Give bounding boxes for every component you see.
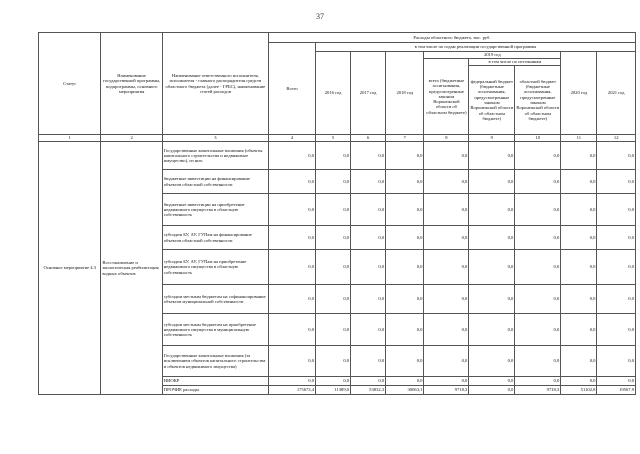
- value-cell: 0,0: [515, 346, 561, 377]
- col-num: 11: [561, 135, 597, 142]
- value-cell: 0,0: [386, 377, 424, 386]
- row-label: субсидии местным бюджетам на софинансирование объектов муниципальной собственности: [162, 285, 268, 314]
- col-num: 4: [268, 135, 315, 142]
- value-cell: 0,0: [351, 377, 386, 386]
- value-cell: 0,0: [268, 170, 315, 194]
- row-label: бюджетные инвестиции на приобретение недвижимого имущества в областную собственность: [162, 194, 268, 226]
- value-cell: 0,0: [469, 346, 515, 377]
- value-cell: 0,0: [597, 314, 636, 346]
- value-cell: 0,0: [561, 377, 597, 386]
- header-2016: 2016 год: [316, 52, 351, 135]
- value-cell: 0,0: [561, 285, 597, 314]
- value-cell: 0,0: [515, 377, 561, 386]
- value-cell: 0,0: [424, 170, 469, 194]
- value-cell: 0,0: [469, 226, 515, 250]
- value-cell: 0,0: [424, 314, 469, 346]
- value-cell: 0,0: [316, 314, 351, 346]
- value-cell: 0,0: [469, 194, 515, 226]
- header-federal: федеральный бюджет (бюджетные ассигнования, предусмотренные законом Воронежской области об областном бюджете): [469, 66, 515, 134]
- program-name-cell: Восстановление и экологическая реабилитация водных объектов: [101, 142, 162, 395]
- value-cell: 0,0: [561, 142, 597, 170]
- value-cell: 0,0: [424, 377, 469, 386]
- value-cell: 0,0: [561, 226, 597, 250]
- value-cell: 0,0: [316, 170, 351, 194]
- header-incl-sources: в том числе по источникам: [469, 59, 560, 66]
- header-2019-all: всего (бюджетные ассигнования, предусмотренные законом Воронежской области об областном бюджете): [424, 59, 469, 135]
- header-sources-cell: [469, 59, 561, 135]
- value-cell: 0,0: [351, 226, 386, 250]
- page-number: 37: [316, 12, 324, 21]
- value-cell: 0,0: [469, 142, 515, 170]
- value-cell: 9718,3: [424, 386, 469, 395]
- value-cell: 0,0: [351, 194, 386, 226]
- table-row: [39, 142, 636, 170]
- value-cell: 0,0: [597, 194, 636, 226]
- value-cell: 53832,3: [351, 386, 386, 395]
- value-cell: 0,0: [268, 314, 315, 346]
- value-cell: 0,0: [424, 194, 469, 226]
- header-status: Статус: [39, 33, 101, 135]
- value-cell: 0,0: [597, 226, 636, 250]
- header-budget-title: Расходы областного бюджета, тыс. руб.: [268, 33, 635, 43]
- row-label: Государственные капитальные вложения (объекты капитального строительства и недвижимое имущество), из них:: [162, 142, 268, 170]
- value-cell: 0,0: [268, 142, 315, 170]
- value-cell: 0,0: [268, 194, 315, 226]
- value-cell: 0,0: [351, 346, 386, 377]
- value-cell: 0,0: [386, 194, 424, 226]
- value-cell: 0,0: [316, 194, 351, 226]
- value-cell: 0,0: [386, 170, 424, 194]
- value-cell: 0,0: [561, 314, 597, 346]
- value-cell: 9718,3: [515, 386, 561, 395]
- col-num: 10: [515, 135, 561, 142]
- value-cell: 0,0: [469, 250, 515, 285]
- value-cell: 0,0: [597, 142, 636, 170]
- value-cell: 51102,8: [561, 386, 597, 395]
- row-label: ПРОЧИЕ расходы: [162, 386, 268, 395]
- table-body: [39, 142, 636, 395]
- value-cell: 0,0: [424, 250, 469, 285]
- value-cell: 0,0: [597, 250, 636, 285]
- value-cell: 0,0: [561, 346, 597, 377]
- value-cell: 0,0: [515, 194, 561, 226]
- status-cell: Основное мероприятие 4.3: [39, 142, 101, 395]
- row-label: субсидии БУ, АУ, ГУПам на финансирование объектов областной собственности: [162, 226, 268, 250]
- value-cell: 0,0: [561, 194, 597, 226]
- value-cell: 0,0: [316, 142, 351, 170]
- value-cell: 0,0: [268, 377, 315, 386]
- value-cell: 0,0: [515, 142, 561, 170]
- value-cell: 0,0: [469, 314, 515, 346]
- value-cell: 0,0: [316, 226, 351, 250]
- value-cell: 0,0: [597, 377, 636, 386]
- col-num: 1: [39, 135, 101, 142]
- value-cell: 0,0: [469, 377, 515, 386]
- header-by-years: в том числе по годам реализации государственной программы: [316, 43, 636, 52]
- value-cell: 0,0: [386, 285, 424, 314]
- value-cell: 0,0: [386, 314, 424, 346]
- header-regional: областной бюджет (бюджетные ассигнования, предусмотренные законом Воронежской области об областном бюджете): [516, 78, 560, 121]
- value-cell: 0,0: [515, 170, 561, 194]
- value-cell: 0,0: [469, 285, 515, 314]
- value-cell: 0,0: [469, 170, 515, 194]
- value-cell: 0,0: [561, 170, 597, 194]
- value-cell: 30063,1: [386, 386, 424, 395]
- value-cell: 0,0: [386, 250, 424, 285]
- row-label: бюджетные инвестиции на финансирование объектов областной собственности: [162, 170, 268, 194]
- value-cell: 0,0: [386, 346, 424, 377]
- header-executor: Наименование ответственного исполнителя, исполнителя - главного распорядителя средств областного бюджета (далее - ГРБС), наименование статей расходов: [162, 33, 268, 135]
- value-cell: 0,0: [424, 226, 469, 250]
- value-cell: 0,0: [515, 314, 561, 346]
- budget-table: [38, 32, 636, 395]
- value-cell: 0,0: [316, 250, 351, 285]
- value-cell: 0,0: [515, 285, 561, 314]
- value-cell: 175673,4: [268, 386, 315, 395]
- header-2021: 2021 год: [597, 52, 636, 135]
- value-cell: 0,0: [316, 285, 351, 314]
- value-cell: 0,0: [597, 346, 636, 377]
- value-cell: 0,0: [351, 170, 386, 194]
- row-label: НИОКР: [162, 377, 268, 386]
- value-cell: 0,0: [316, 346, 351, 377]
- header-2019: 2019 год: [424, 52, 561, 59]
- value-cell: 0,0: [268, 250, 315, 285]
- value-cell: 0,0: [515, 250, 561, 285]
- header-program-name: Наименование государственной программы, подпрограммы, основного мероприятия: [101, 33, 162, 135]
- col-num: 2: [101, 135, 162, 142]
- col-num: 12: [597, 135, 636, 142]
- value-cell: 0,0: [424, 285, 469, 314]
- value-cell: 0,0: [597, 170, 636, 194]
- col-num: 9: [469, 135, 515, 142]
- value-cell: 19567,9: [597, 386, 636, 395]
- value-cell: 0,0: [386, 142, 424, 170]
- value-cell: 0,0: [268, 226, 315, 250]
- value-cell: 0,0: [561, 250, 597, 285]
- value-cell: 0,0: [469, 386, 515, 395]
- row-label: Государственные капитальные вложения (за исключением объектов капитального строительства и объектов недвижимого имущества): [162, 346, 268, 377]
- row-label: субсидии БУ, АУ, ГУПам на приобретение недвижимого имущества в областную собственность: [162, 250, 268, 285]
- header-total: Всего: [268, 43, 315, 135]
- value-cell: 0,0: [386, 226, 424, 250]
- value-cell: 0,0: [268, 346, 315, 377]
- value-cell: 0,0: [351, 142, 386, 170]
- col-num: 6: [351, 135, 386, 142]
- header-2020: 2020 год: [561, 52, 597, 135]
- col-num: 3: [162, 135, 268, 142]
- header-2017: 2017 год: [351, 52, 386, 135]
- value-cell: 0,0: [424, 142, 469, 170]
- value-cell: 0,0: [424, 346, 469, 377]
- col-num: 8: [424, 135, 469, 142]
- col-num: 7: [386, 135, 424, 142]
- header-2018: 2018 год: [386, 52, 424, 135]
- value-cell: 0,0: [316, 377, 351, 386]
- value-cell: 0,0: [351, 250, 386, 285]
- col-num: 5: [316, 135, 351, 142]
- value-cell: 0,0: [351, 314, 386, 346]
- value-cell: 0,0: [351, 285, 386, 314]
- value-cell: 11389,0: [316, 386, 351, 395]
- value-cell: 0,0: [515, 226, 561, 250]
- row-label: субсидии местным бюджетам на приобретение недвижимого имущества в муниципальную собственность: [162, 314, 268, 346]
- value-cell: 0,0: [597, 285, 636, 314]
- value-cell: 0,0: [268, 285, 315, 314]
